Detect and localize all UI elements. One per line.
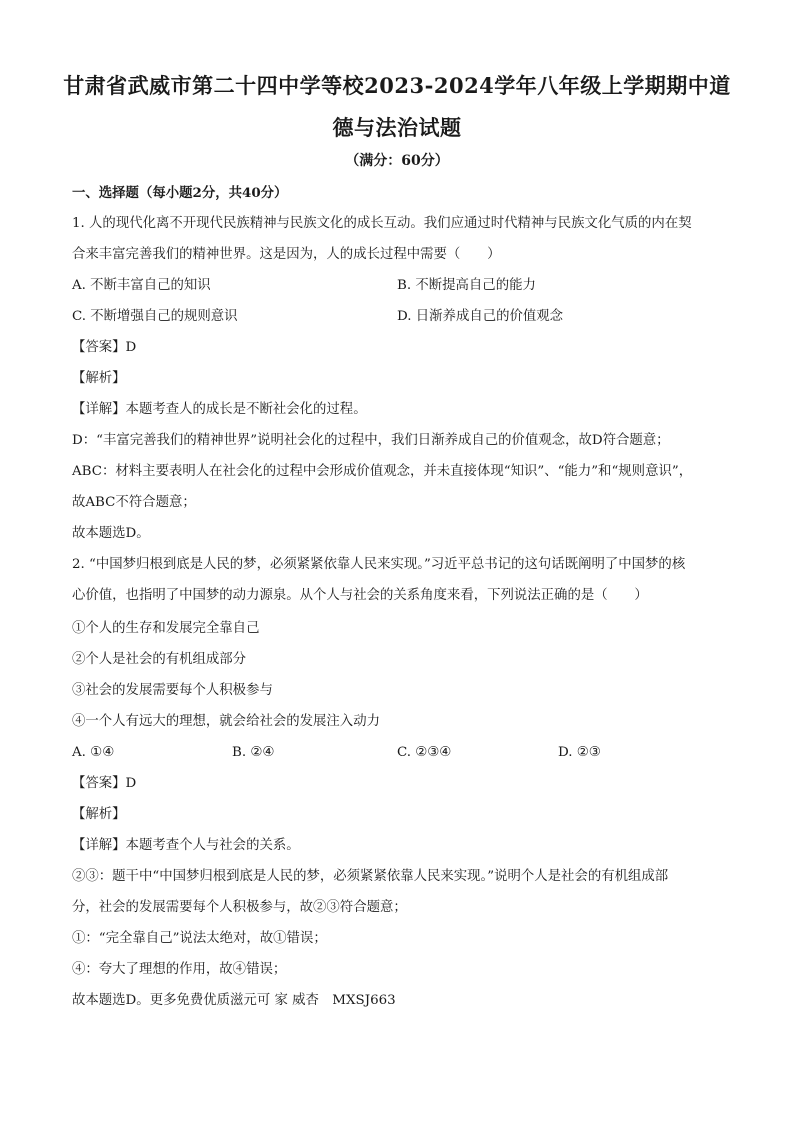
q2-stem-line2: 心价值，也指明了中国梦的动力源泉。从个人与社会的关系角度来看，下列说法正确的是（ ） [72, 588, 648, 603]
q2-item-2: ②个人是社会的有机组成部分 [72, 652, 247, 667]
q1-option-c: C. 不断增强自己的规则意识 [72, 309, 238, 324]
q2-item-4: ④一个人有远大的理想，就会给社会的发展注入动力 [72, 714, 380, 729]
q1-explanation-2: ABC：材料主要表明人在社会化的过程中会形成价值观念，并未直接体现“知识”、“能力”和“规则意识”， [72, 464, 693, 479]
q2-option-c: C. ②③④ [397, 745, 452, 760]
q2-option-d: D. ②③ [558, 745, 601, 760]
q2-explanation-1: ②③：题干中“中国梦归根到底是人民的梦，必须紧紧依靠人民来实现。”说明个人是社会的有机组成部 [72, 869, 669, 884]
q1-detail: 【详解】本题考查人的成长是不断社会化的过程。 [72, 402, 367, 417]
section-heading: 一、选择题（每小题2分，共40分） [72, 185, 288, 201]
q1-explanation-3: 故ABC不符合题意； [72, 495, 196, 510]
q1-conclusion: 故本题选D。 [72, 526, 150, 541]
q2-explanation-2: 分，社会的发展需要每个人积极参与，故②③符合题意； [72, 900, 407, 915]
q2-item-1: ①个人的生存和发展完全靠自己 [72, 621, 260, 636]
q1-analysis-label: 【解析】 [72, 371, 126, 386]
q1-option-d: D. 日渐养成自己的价值观念 [397, 309, 564, 324]
q2-explanation-3: ①：“完全靠自己”说法太绝对，故①错误； [72, 931, 327, 946]
q2-option-b: B. ②④ [232, 745, 275, 760]
q2-answer: 【答案】D [72, 776, 137, 791]
q1-option-b: B. 不断提高自己的能力 [397, 278, 536, 293]
page-title-line2: 德与法治试题 [332, 115, 462, 140]
q2-analysis-label: 【解析】 [72, 807, 126, 822]
q1-explanation-1: D：“丰富完善我们的精神世界”说明社会化的过程中，我们日渐养成自己的价值观念，故D符合题意； [72, 433, 670, 448]
q2-conclusion: 故本题选D。更多免费优质滋元可 家 威杏 MXSJ663 [72, 993, 396, 1008]
q2-item-3: ③社会的发展需要每个人积极参与 [72, 683, 273, 698]
page-title-line1: 甘肃省武威市第二十四中学等校2023-2024学年八年级上学期期中道 [63, 73, 731, 98]
q1-stem-line1: 1. 人的现代化离不开现代民族精神与民族文化的成长互动。我们应通过时代精神与民族文化气质的内在契 [72, 216, 692, 231]
q2-stem-line1: 2. “中国梦归根到底是人民的梦，必须紧紧依靠人民来实现。”习近平总书记的这句话既阐明了中国梦的核 [72, 557, 686, 572]
q1-stem-line2: 合来丰富完善我们的精神世界。这是因为，人的成长过程中需要（ ） [72, 247, 501, 262]
q2-detail: 【详解】本题考查个人与社会的关系。 [72, 838, 300, 853]
q1-answer: 【答案】D [72, 340, 137, 355]
q1-option-a: A. 不断丰富自己的知识 [72, 278, 211, 293]
q2-explanation-4: ④：夸大了理想的作用，故④错误； [72, 962, 287, 977]
q2-option-a: A. ①④ [72, 745, 115, 760]
score-note: （满分：60分） [345, 153, 449, 169]
